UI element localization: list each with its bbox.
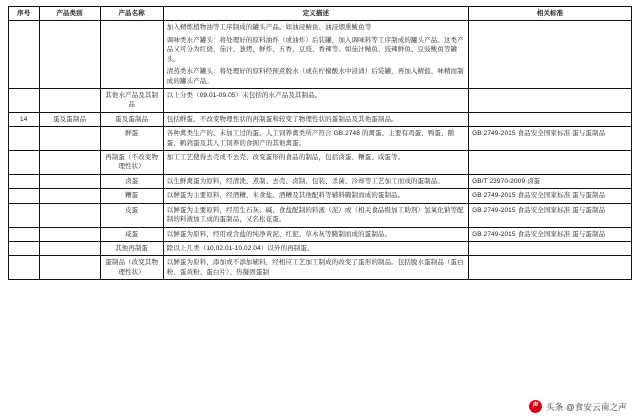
table-row xyxy=(9,88,632,112)
cell-seq xyxy=(9,21,40,89)
table-row xyxy=(9,256,632,280)
table-row xyxy=(9,227,632,241)
cell-seq xyxy=(9,242,40,256)
cell-standard: GB 2749-2015 食品安全国家标准 蛋与蛋制品 xyxy=(469,127,632,151)
definition-paragraph: 加入精炼植物油等工序制成的罐头产品。如油浸鲭鱼、油浸烟熏鲅鱼等 xyxy=(166,24,372,32)
table-row xyxy=(9,203,632,227)
cell-category xyxy=(39,21,100,89)
cell-seq xyxy=(9,127,40,151)
cell-name xyxy=(100,21,163,89)
cell-standard: GB 2749-2015 食品安全国家标准 蛋与蛋制品 xyxy=(469,227,632,241)
cell-definition xyxy=(163,174,468,188)
cell-name: 蛋制品（改变其物理性状） xyxy=(100,256,163,280)
table-row xyxy=(9,127,632,151)
column-header-name: 产品名称 xyxy=(100,7,163,21)
cell-definition xyxy=(163,242,468,256)
cell-standard: GB 2749-2015 食品安全国家标准 蛋与蛋制品 xyxy=(469,189,632,203)
cell-category xyxy=(39,189,100,203)
cell-standard xyxy=(469,112,632,126)
definition-paragraph: 以鲜蛋为原料，添加或不添加辅料，经相应工艺加工制成的改变了蛋形的制品。包括脱水蛋制品（蛋白粉、蛋黄粉、蛋白片）、热凝固蛋制 xyxy=(166,259,464,276)
table-header xyxy=(9,7,632,21)
definition-paragraph: 除以上几类（10.02.01-10.02.04）以外的再制蛋。 xyxy=(166,245,314,253)
cell-name: 再制蛋（不改变物理性状） xyxy=(100,151,163,175)
cell-category: 蛋及蛋制品 xyxy=(39,112,100,126)
document-page xyxy=(0,6,640,419)
cell-definition xyxy=(163,112,468,126)
cell-seq xyxy=(9,227,40,241)
cell-standard xyxy=(469,151,632,175)
cell-standard xyxy=(469,21,632,89)
cell-category xyxy=(39,127,100,151)
cell-category xyxy=(39,174,100,188)
table-row xyxy=(9,174,632,188)
cell-seq xyxy=(9,88,40,112)
definition-paragraph: 以鲜蛋为主要原料，经用生石灰、碱、食盐配制的料液（泥）或（相关食品级加工助剂）氢氧化钠等配制的料液加工成的蛋制品，又名松花蛋。 xyxy=(166,206,464,224)
cell-definition xyxy=(163,227,468,241)
cell-category xyxy=(39,203,100,227)
brand-label: 头条 @食安云南之声 xyxy=(546,401,627,412)
food-category-table xyxy=(8,6,632,280)
table-header-row xyxy=(9,7,632,21)
cell-name: 咸蛋 xyxy=(100,227,163,241)
cell-definition xyxy=(163,21,468,89)
definition-paragraph: 以上分类（09.01-09.05）未包括的水产品及其制品。 xyxy=(166,91,322,99)
definition-paragraph: 以鲜蛋为原料，经用或含盐的纯净黄泥、红泥、草木灰等腌制而成的蛋制品。 xyxy=(166,230,392,238)
cell-name: 卤蛋 xyxy=(100,174,163,188)
column-header-category: 产品类别 xyxy=(39,7,100,21)
definition-paragraph: 以生鲜禽蛋为原料，经清洗、煮制、去壳、卤制、包装、杀菌、冷却等工艺加工而成的蛋制品。 xyxy=(166,177,444,185)
table-row xyxy=(9,21,632,89)
cell-standard: GB 2749-2015 食品安全国家标准 蛋与蛋制品 xyxy=(469,203,632,227)
definition-paragraph: 加工工艺使得去壳或不去壳、改变蛋形的食品的制品，包括卤蛋、糟蛋、咸蛋等。 xyxy=(166,154,405,162)
cell-definition xyxy=(163,151,468,175)
cell-category xyxy=(39,227,100,241)
cell-definition xyxy=(163,256,468,280)
cell-seq xyxy=(9,174,40,188)
column-header-standard: 相关标准 xyxy=(469,7,632,21)
cell-definition xyxy=(163,127,468,151)
cell-standard xyxy=(469,256,632,280)
cell-name: 蛋及蛋制品 xyxy=(100,112,163,126)
table-row xyxy=(9,189,632,203)
cell-definition xyxy=(163,203,468,227)
cell-name: 皮蛋 xyxy=(100,203,163,227)
cell-category xyxy=(39,256,100,280)
column-header-definition: 定义描述 xyxy=(163,7,468,21)
definition-paragraph: 各种禽类生产的、未加工过的蛋。人工饲养禽类所产符合 GB 2748 的禽蛋。主要有鸡蛋、鸭蛋、鹅蛋、鹌鹑蛋及其人工饲养的食拥产的其他禽蛋。 xyxy=(166,130,455,147)
cell-seq xyxy=(9,203,40,227)
brand-logo-icon: 声 xyxy=(529,400,542,413)
cell-name: 其他再制蛋 xyxy=(100,242,163,256)
cell-definition xyxy=(163,88,468,112)
definition-paragraph: 调味类水产罐头：将处理好的原料油炸（或油炸）后装罐，加入调味料等工序制成的罐头产品。这类产品又可分为红烧、茄汁、葱烤、鲜炸、五香、豆豉、香辣等。如茄汁鲭鱼、豉辣鲜鱼、豆豉鲅鱼等罐头。 xyxy=(166,36,464,63)
definition-paragraph: 清蒸类水产罐头：将处理好的原料经预煮脱水（或在柠檬酸水中浸渍）后装罐，再加入精盐、味精而制成的罐头产品。 xyxy=(166,68,464,85)
cell-definition xyxy=(163,189,468,203)
footer-brand xyxy=(526,399,630,414)
cell-name: 糟蛋 xyxy=(100,189,163,203)
cell-standard: GB/T 23970-2009 卤蛋 xyxy=(469,174,632,188)
cell-seq xyxy=(9,189,40,203)
cell-seq xyxy=(9,256,40,280)
table-row xyxy=(9,151,632,175)
cell-name: 鲜蛋 xyxy=(100,127,163,151)
cell-category xyxy=(39,151,100,175)
cell-standard xyxy=(469,88,632,112)
table-row xyxy=(9,242,632,256)
cell-seq xyxy=(9,151,40,175)
table-body xyxy=(9,21,632,280)
cell-seq: 14 xyxy=(9,112,40,126)
cell-category xyxy=(39,88,100,112)
definition-paragraph: 包括鲜蛋、不改变物理性状的再制蛋和较变了物理性状的蛋制品及其他蛋制品。 xyxy=(166,115,398,123)
definition-paragraph: 以鲜蛋为主要原料，经酒糟、米食盐、酒糟及其他配料等辅料腌制而成的蛋制品。 xyxy=(166,192,405,200)
cell-name: 其他水产品及其制品 xyxy=(100,88,163,112)
cell-category xyxy=(39,242,100,256)
column-header-seq: 序号 xyxy=(9,7,40,21)
table-row xyxy=(9,112,632,126)
cell-standard xyxy=(469,242,632,256)
